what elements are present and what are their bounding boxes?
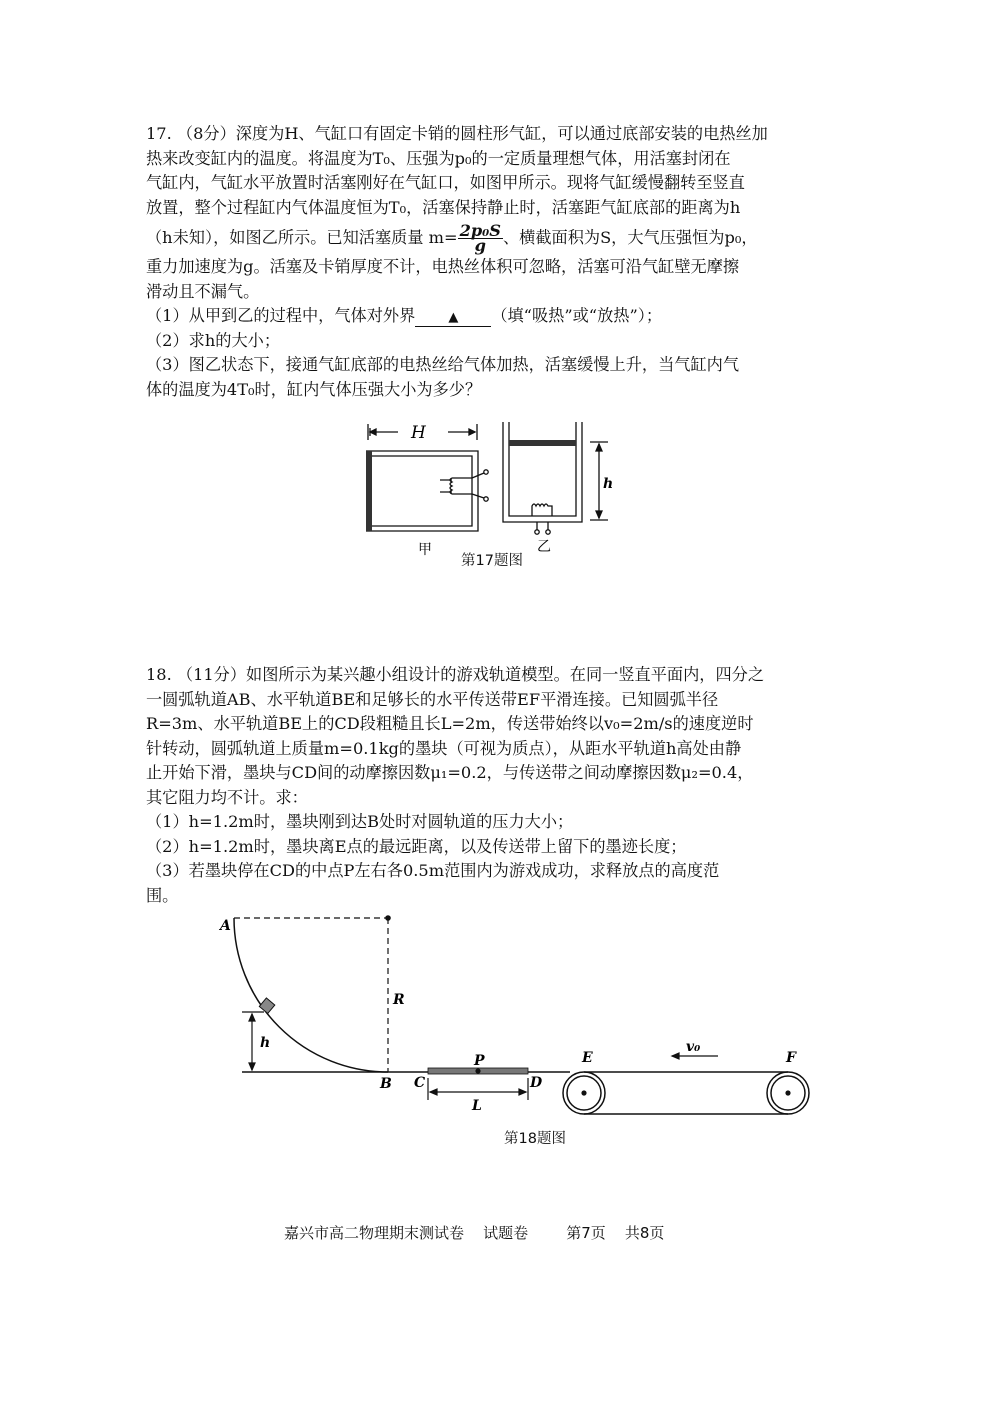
- footer-title: 嘉兴市高二物理期末测试卷 试题卷: [284, 1224, 529, 1242]
- fraction-numerator: 2p₀S: [459, 221, 501, 240]
- q17-line: 重力加速度为g。活塞及卡销厚度不计，电热丝体积可忽略，活塞可沿气缸壁无摩擦: [146, 257, 740, 276]
- label-H: H: [411, 423, 426, 443]
- L-dimension: [428, 1078, 528, 1100]
- q18-sub3: （3）若墨块停在CD的中点P左右各0.5m范围内为游戏成功，求释放点的高度范: [146, 861, 720, 880]
- q17-line5-post: 、横截面积为S，大气压强恒为p₀，: [502, 228, 758, 247]
- q17-sub1: [146, 304, 858, 329]
- figure-18-caption: 第18题图: [504, 1131, 566, 1147]
- arc-AB: [234, 918, 388, 1072]
- conveyor-belt-EF: [563, 1072, 809, 1114]
- roller-F-center: [785, 1090, 790, 1095]
- label-A: A: [220, 918, 231, 934]
- figure-17-caption: 第17题图: [461, 553, 523, 569]
- q18-line: R=3m、水平轨道BE上的CD段粗糙且长L=2m，传送带始终以v₀=2m/s的速度逆时: [146, 714, 754, 733]
- q17-line5-pre: （h未知），如图乙所示。已知活塞质量 m=: [146, 228, 458, 247]
- label-F: F: [786, 1050, 796, 1066]
- q17-sub2: （2）求h的大小；: [146, 330, 281, 350]
- label-h: h: [603, 476, 614, 492]
- piston-yi: [509, 440, 576, 446]
- ink-block: [259, 998, 274, 1013]
- label-P: P: [474, 1053, 485, 1069]
- question-17: [146, 122, 858, 402]
- page-footer: [284, 1222, 664, 1243]
- q17-sub1-pre: （1）从甲到乙的过程中，气体对外界: [146, 306, 416, 325]
- q17-sub3: （3）图乙状态下，接通气缸底部的电热丝给气体加热，活塞缓慢上升，当气缸内气: [146, 355, 740, 374]
- label-B: B: [380, 1076, 392, 1092]
- q18-line: 18. （11分）如图所示为某兴趣小组设计的游戏轨道模型。在同一竖直平面内，四分之: [146, 665, 765, 684]
- arc-center: [385, 915, 391, 921]
- fraction-denominator: g: [474, 236, 486, 255]
- q17-line: 热来改变缸内的温度。将温度为T₀、压强为p₀的一定质量理想气体，用活塞封闭在: [146, 148, 731, 168]
- page-number: 第7页 共8页: [566, 1224, 665, 1242]
- label-v0: v₀: [686, 1039, 701, 1055]
- q17-sub1-post: （填“吸热”或“放热”）；: [491, 306, 663, 325]
- label-D: D: [530, 1075, 543, 1091]
- figure-18-diagram: [212, 908, 812, 1118]
- piston-jia: [366, 451, 372, 531]
- q18-line: 其它阻力均不计。求：: [146, 787, 308, 807]
- q18-sub3-cont: 围。: [146, 885, 179, 905]
- point-P: [475, 1068, 480, 1073]
- q17-line: 放置，整个过程缸内气体温度恒为T₀，活塞保持静止时，活塞距气缸底部的距离为h: [146, 197, 741, 217]
- q17-line: 17. （8分）深度为H、气缸口有固定卡销的圆柱形气缸，可以通过底部安装的电热丝加: [146, 124, 768, 143]
- answer-blank[interactable]: ▲: [415, 310, 491, 327]
- label-C: C: [414, 1075, 426, 1091]
- question-18: [146, 663, 858, 908]
- label-L: L: [472, 1098, 482, 1114]
- mass-fraction: [458, 221, 503, 255]
- cylinder-yi: [503, 422, 608, 534]
- q18-sub2: （2）h=1.2m时，墨块离E点的最远距离，以及传送带上留下的墨迹长度；: [146, 836, 687, 856]
- label-h: h: [260, 1035, 271, 1051]
- q17-sub3: 体的温度为4T₀时，缸内气体压强大小为多少？: [146, 379, 482, 399]
- label-jia: 甲: [418, 542, 432, 558]
- label-yi: 乙: [537, 539, 551, 555]
- figure-17-diagram: [356, 418, 636, 558]
- q17-line: 滑动且不漏气。: [146, 281, 260, 301]
- cylinder-jia: [366, 424, 488, 531]
- label-R: R: [393, 992, 405, 1008]
- roller-E-center: [581, 1090, 586, 1095]
- q17-line: 气缸内，气缸水平放置时活塞刚好在气缸口，如图甲所示。现将气缸缓慢翻转至竖直: [146, 173, 745, 192]
- q18-line: 针转动，圆弧轨道上质量m=0.1kg的墨块（可视为质点），从距水平轨道h高处由静: [146, 738, 742, 758]
- q18-line: 一圆弧轨道AB、水平轨道BE和足够长的水平传送带EF平滑连接。已知圆弧半径: [146, 689, 719, 709]
- q18-sub1: （1）h=1.2m时，墨块刚到达B处时对圆轨道的压力大小；: [146, 812, 574, 831]
- q17-line-formula: [146, 221, 858, 255]
- q18-line: 止开始下滑，墨块与CD间的动摩擦因数μ₁=0.2，与传送带之间动摩擦因数μ₂=0.4，: [146, 763, 754, 782]
- label-E: E: [582, 1050, 593, 1066]
